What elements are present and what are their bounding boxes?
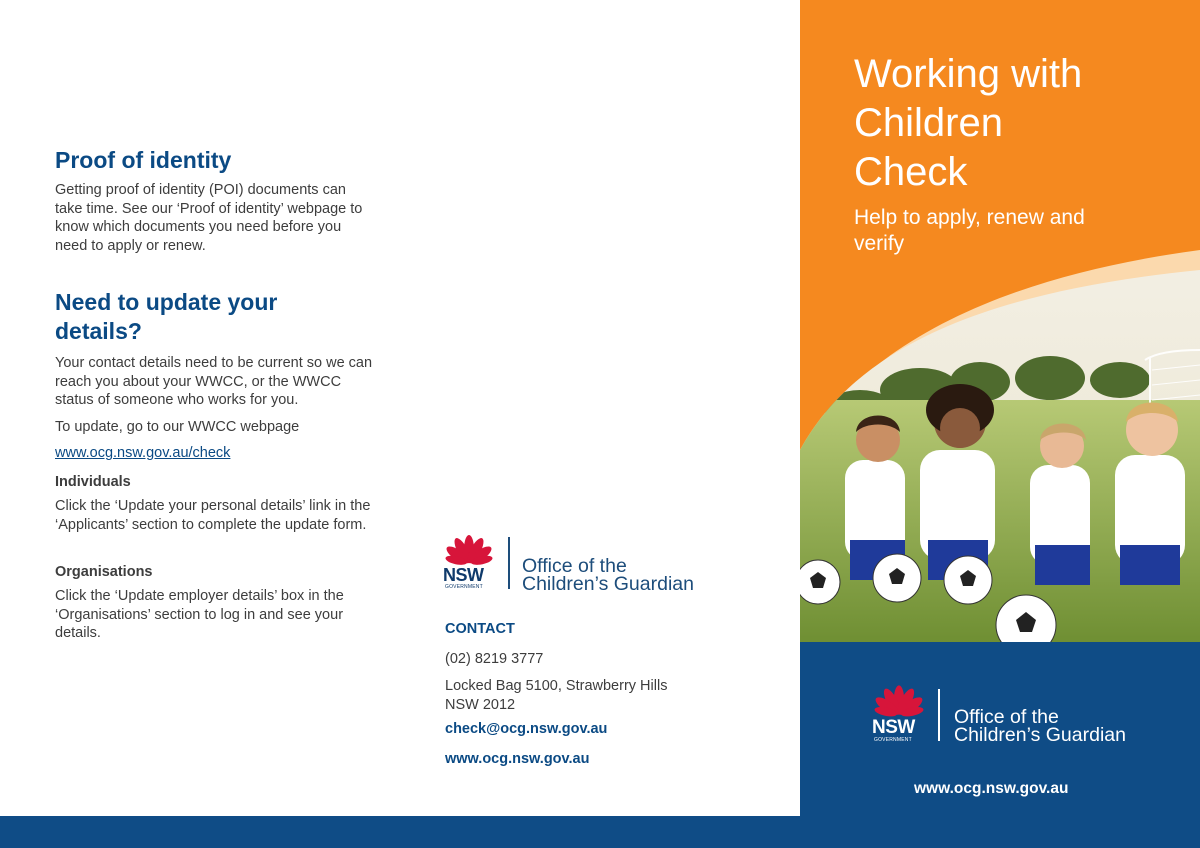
organisations-text: Click the ‘Update employer details’ box in the ‘Organisations’ section to log in and see your details.	[55, 588, 344, 641]
title-line1: Working with	[854, 52, 1083, 96]
update-go-text: To update, go to our WWCC webpage	[55, 419, 300, 435]
individuals-heading: Individuals	[55, 474, 131, 490]
cover-logo-divider	[938, 689, 940, 741]
cover-logo-line1: Office of the	[954, 706, 1059, 728]
address-line1: Locked Bag 5100, Strawberry Hills	[445, 678, 668, 694]
contact-heading: CONTACT	[445, 621, 515, 637]
left-panel	[0, 0, 400, 848]
title-line2: Children	[854, 101, 1003, 145]
title-line3: Check	[854, 150, 968, 194]
contact-address	[445, 677, 745, 714]
update-heading-line2: details?	[55, 318, 142, 344]
subtitle-line1: Help to apply, renew and	[854, 206, 1085, 229]
contact-phone[interactable]: (02) 8219 3777	[445, 651, 544, 667]
organisations-heading: Organisations	[55, 564, 153, 580]
individuals-text: Click the ‘Update your personal details’ link in the ‘Applicants’ section to complete the update form.	[55, 498, 371, 533]
logo-org-name	[522, 557, 712, 593]
middle-panel	[400, 0, 800, 848]
cover-website-link[interactable]: www.ocg.nsw.gov.au	[914, 780, 1069, 797]
ocg-logo	[442, 533, 707, 593]
update-details-text: Your contact details need to be current so we can reach you about your WWCC, or the WWCC status of someone who works for you.	[55, 355, 373, 408]
logo-government-text: GOVERNMENT	[445, 584, 483, 590]
cover-logo-org-name	[954, 708, 1164, 744]
logo-nsw-text: NSW	[443, 565, 484, 585]
logo-org-line2: Children’s Guardian	[522, 573, 694, 595]
contact-website-link[interactable]: www.ocg.nsw.gov.au	[445, 751, 590, 767]
cover-waratah-icon	[873, 683, 925, 719]
update-details-heading	[55, 288, 385, 346]
subtitle-line2: verify	[854, 232, 905, 255]
proof-of-identity-text: Getting proof of identity (POI) documents can take time. See our ‘Proof of identity’ webpage to know which documents you need before you need to apply or renew.	[55, 182, 363, 254]
bottom-navy-strip	[0, 816, 800, 848]
cover-logo-line2: Children’s Guardian	[954, 724, 1126, 746]
cover-panel	[800, 0, 1200, 848]
cover-title	[854, 50, 1184, 197]
update-heading-line1: Need to update your	[55, 289, 278, 315]
update-wwcc-link[interactable]: www.ocg.nsw.gov.au/check	[55, 445, 231, 461]
logo-divider	[508, 537, 510, 589]
proof-of-identity-heading: Proof of identity	[55, 147, 232, 173]
children-football-photo	[800, 250, 1200, 642]
cover-ocg-logo	[871, 683, 1171, 747]
contact-email-link[interactable]: check@ocg.nsw.gov.au	[445, 721, 608, 737]
address-line2: NSW 2012	[445, 696, 516, 713]
waratah-icon	[444, 533, 494, 567]
cover-logo-nsw-text: NSW	[872, 717, 915, 738]
logo-org-line1: Office of the	[522, 555, 627, 577]
cover-logo-government-text: GOVERNMENT	[874, 737, 912, 743]
